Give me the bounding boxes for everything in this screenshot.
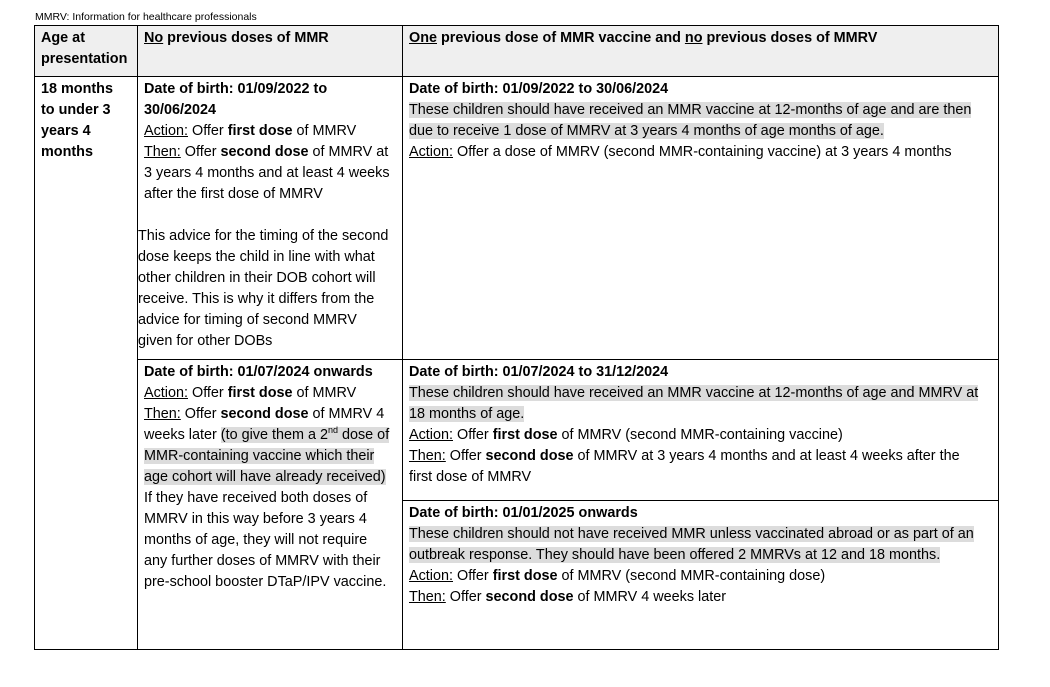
table-header-row [35, 26, 999, 77]
timing-note: This advice for the timing of the second dose keeps the child in line with what other children in their DOB cohort will receive. This is why it differs from the advice for timing of second MMRV given for other DOBs [138, 227, 389, 349]
age-group-cell: 18 months to under 3 years 4 months [35, 76, 138, 649]
header-age-at-presentation: Age at presentation [35, 26, 138, 77]
document-header: MMRV: Information for healthcare professionals [35, 11, 257, 23]
mmrv-guidance-table [34, 25, 999, 650]
table-row [35, 359, 999, 500]
then-line: Then: Offer second dose of MMRV 4 [144, 405, 385, 422]
header-one-previous-mmr: One previous dose of MMR vaccine and no previous doses of MMRV [403, 26, 999, 77]
header-no-previous-mmr: No previous doses of MMR [138, 26, 403, 77]
cell-dob-2024-no-mmr: Date of birth: 01/07/2024 onwards Action: Offer first dose of MMRV Then: Offer second dose of MMRV 4 weeks later (to give them a 2nd dose of MMR-containing vaccine which their age cohort will have already received) If they have received both doses of MMRV in this way before 3 years 4 months of age, they will not require any further doses of MMRV with their pre-school booster DTaP/IPV vaccine. [138, 359, 403, 649]
action-line: Action: Offer first dose of MMRV [144, 384, 357, 401]
table-row [35, 76, 999, 359]
action-line: Action: Offer first dose of MMRV (second MMR-containing vaccine) [409, 426, 843, 443]
cell-dob-2025-one-mmr: Date of birth: 01/01/2025 onwards These children should not have received MMR unless vaccinated abroad or as part of an outbreak response. They should have been offered 2 MMRVs at 12 and 18 months. Action: Offer first dose of MMRV (second MMR-containing dose) Then: Offer second dose of MMRV 4 weeks later [403, 501, 999, 650]
then-line: Then: Offer second dose of MMRV at 3 years 4 months and at least 4 weeks after the [409, 447, 960, 464]
cell-dob-2022-no-mmr: Date of birth: 01/09/2022 to 30/06/2024 Action: Offer first dose of MMRV Then: Offer second dose of MMRV at 3 years 4 months and at least 4 weeks after the first dose of MMRV This advice for the timing of the second dose keeps the child in line with what other children in their DOB cohort will receive. This is why it differs from the advice for timing of second MMRV given for other DOBs [138, 76, 403, 359]
action-line: Action: Offer a dose of MMRV (second MMR-containing vaccine) at 3 years 4 months [409, 143, 952, 160]
cell-dob-2024-one-mmr: Date of birth: 01/07/2024 to 31/12/2024 These children should have received an MMR vaccine at 12-months of age and MMRV at 18 months of age. Action: Offer first dose of MMRV (second MMR-containing vaccine) Then: Offer second dose of MMRV at 3 years 4 months and at least 4 weeks after the first dose of MMRV [403, 359, 999, 500]
action-line: Action: Offer first dose of MMRV (second MMR-containing dose) [409, 568, 826, 584]
action-line: Action: Offer first dose of MMRV [144, 122, 357, 139]
then-line: Then: Offer second dose of MMRV 4 weeks later [409, 589, 727, 605]
cell-dob-2022-one-mmr: Date of birth: 01/09/2022 to 30/06/2024 These children should have received an MMR vaccine at 12-months of age and are then due to receive 1 dose of MMRV at 3 years 4 months of age months of age. Action: Offer a dose of MMRV (second MMR-containing vaccine) at 3 years 4 months [403, 76, 999, 359]
then-line: Then: Offer second dose of MMRV at [144, 143, 389, 160]
